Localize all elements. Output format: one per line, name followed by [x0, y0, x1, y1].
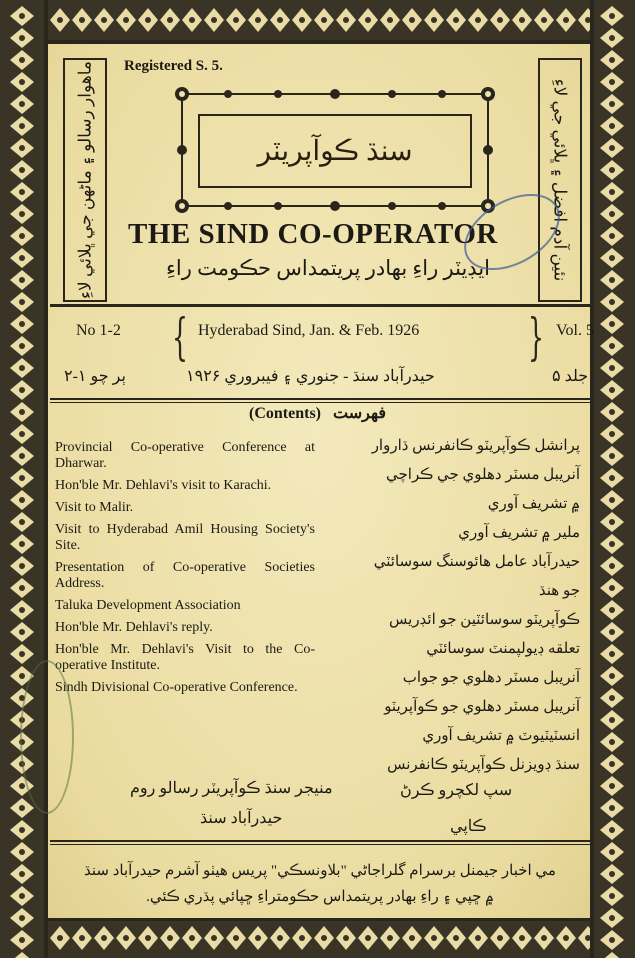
editor-line: ايڊيٽر راءِ بهادر پريتمداس حڪومت راءِ: [165, 256, 490, 280]
issue-number: No 1-2: [76, 322, 121, 339]
urdu-title: سنڌ ڪوآپريٽر: [257, 136, 413, 167]
ink-stamp-icon: [20, 660, 74, 814]
toc-item: Visit to Hyderabad Amil Housing Society's Site.: [55, 522, 315, 553]
toc-item: ملير ۾ تشريف آوري: [458, 525, 580, 541]
imprint-line: ۾ ڇپي ۽ راءِ بهادر پريتمداس حڪومتراءِ ڇپائي پڌري ڪئي.: [146, 889, 494, 905]
toc-item: پرانشل ڪوآپريٽو ڪانفرنس ڌاروار: [371, 438, 580, 454]
toc-sindhi: [330, 432, 580, 780]
toc-english: [55, 440, 315, 702]
divider: [50, 840, 590, 842]
toc-item: Provincial Co-operative Conference at Dharwar.: [55, 440, 315, 471]
divider: [50, 844, 590, 845]
ornamental-border-right: [590, 0, 635, 958]
title-box: [198, 114, 472, 188]
toc-item: تعلقه ڊيولپمنٽ سوسائٽي: [426, 641, 580, 657]
printer-imprint: [60, 858, 580, 910]
divider: [50, 398, 590, 400]
toc-item: ڪوآپريٽو سوسائٽين جو ائڊريس: [389, 612, 580, 628]
toc-item: Presentation of Co-operative Societies Address.: [55, 560, 315, 591]
toc-item: سنڌ ڊويزنل ڪوآپريٽو ڪانفرنس: [387, 757, 580, 773]
ornamental-border-bottom: [0, 918, 635, 958]
toc-item: ۾ تشريف آوري: [487, 496, 580, 512]
toc-item: انسٽيٽيوٽ ۾ تشريف آوري: [422, 728, 580, 744]
title-ornament-frame: [168, 80, 502, 220]
manager-line: منيجر سنڌ ڪوآپريٽر رسالو روم: [130, 780, 333, 797]
right-side-text: نئين آدم افضل ۽ ڀلائي جي لاءِ: [550, 78, 570, 282]
toc-item: Sindh Divisional Co-operative Conference.: [55, 680, 298, 695]
right-side-panel: [538, 58, 582, 302]
copy-line: ڪاپي: [450, 818, 487, 835]
issue-volume: Vol. 5: [556, 322, 594, 339]
urdu-issue-number: ٻر چو ۱-۲: [64, 368, 126, 385]
toc-item: حيدرآباد عامل هائوسنگ سوسائٽي: [373, 554, 580, 570]
urdu-issue-date: حيدرآباد سنڌ - جنوري ۽ فيبروري ۱۹۲۶: [186, 368, 435, 385]
issue-date-place: Hyderabad Sind, Jan. & Feb. 1926: [198, 322, 420, 339]
contents-english-label: (Contents): [249, 405, 322, 422]
contents-heading: [0, 403, 635, 423]
toc-item: Visit to Malir.: [55, 500, 134, 515]
toc-item: Hon'ble Mr. Dehlavi's Visit to the Co-operative Institute.: [55, 642, 315, 673]
address-line: حيدرآباد سنڌ: [200, 810, 283, 827]
registration-number: Registered S. 5.: [124, 58, 223, 74]
ornamental-border-top: [0, 0, 635, 44]
toc-item: جو هنڌ: [538, 583, 580, 599]
toc-item: Hon'ble Mr. Dehlavi's reply.: [55, 620, 213, 635]
toc-item: آنريبل مسٽر دهلوي جو جواب: [402, 670, 580, 686]
divider: [50, 304, 590, 307]
ornamental-border-left: [0, 0, 48, 958]
brace-icon: {: [171, 308, 188, 366]
lecture-line: سپ لکچرو ڪرڻ: [400, 782, 513, 799]
contents-urdu-label: فهرست: [333, 405, 386, 422]
left-side-panel: [63, 58, 107, 302]
toc-item: Taluka Development Association: [55, 598, 241, 613]
imprint-line: مي اخبار جيمنل برسرام گلراجاڻي "بلاونسڪي" پريس هيٺو آشرم حيدرآباد سنڌ: [84, 863, 556, 879]
english-title: THE SIND CO-OPERATOR: [128, 218, 498, 250]
toc-item: Hon'ble Mr. Dehlavi's visit to Karachi.: [55, 478, 272, 493]
left-side-text: ماهوار رسالو ۽ ماڻهن جي ڀلائي لاءِ: [75, 61, 95, 299]
brace-icon: }: [527, 308, 544, 366]
toc-item: آنريبل مسٽر دهلوي جي ڪراچي: [386, 467, 580, 483]
toc-item: آنريبل مسٽر دهلوي جو ڪوآپريٽو: [384, 699, 580, 715]
urdu-issue-volume: جلد ۵: [552, 368, 589, 385]
